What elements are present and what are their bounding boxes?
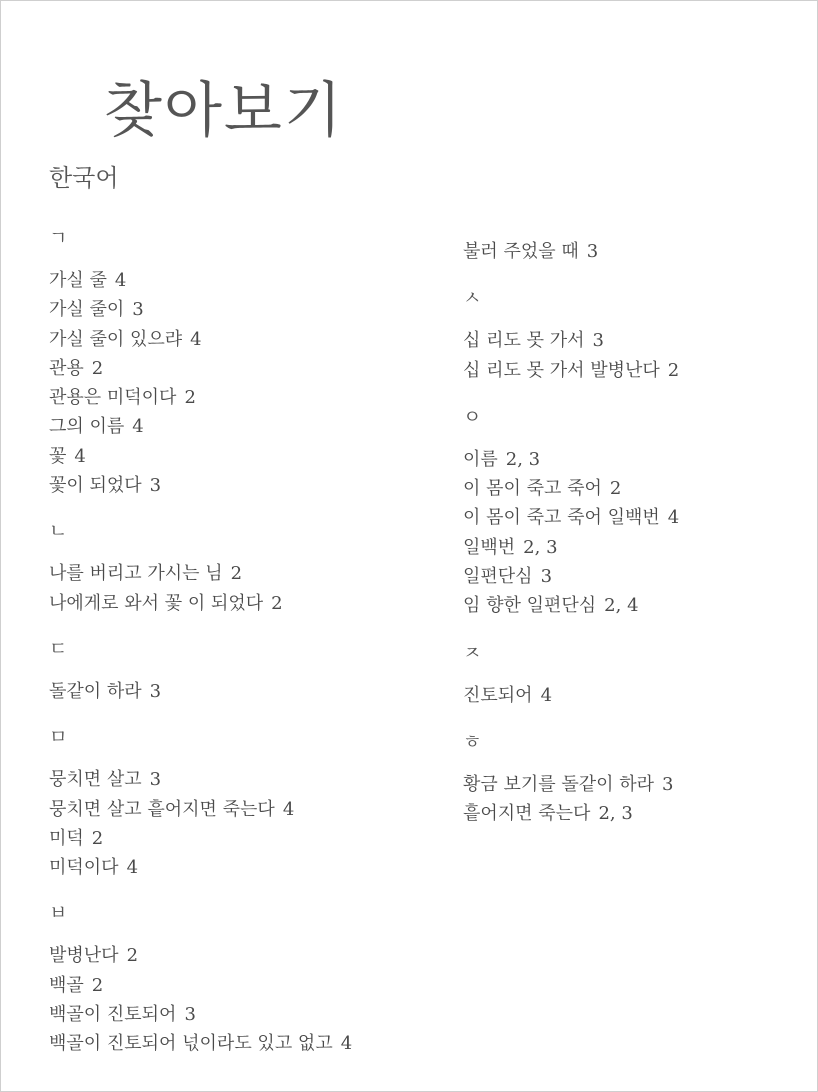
index-entry-term: 임 향한 일편단심 [463,595,597,617]
index-entry [49,677,429,706]
index-column-right [463,237,818,829]
index-entry [463,562,818,591]
index-letter-group [463,639,818,710]
index-entry-pages: 3 [540,566,553,588]
index-letter-heading: ㅂ [49,902,68,925]
index-entry-pages: 3 [586,241,599,262]
index-entry-term: 그의 이름 [49,416,125,438]
index-entry-pages: 3 [149,680,162,702]
index-entry [49,325,429,354]
index-entry-term: 미덕 [49,827,84,849]
index-entry-pages: 2 [91,974,104,996]
index-entry-pages: 4 [114,270,127,291]
index-entry-pages: 2 [184,387,196,409]
index-entry [463,237,818,266]
index-entry [49,824,429,853]
index-letter-heading: ㅅ [463,287,482,310]
index-entry-term: 가실 줄 [49,270,107,291]
index-entry-pages: 2, 3 [505,448,541,470]
index-entry [49,1000,429,1029]
page-title: 찾아보기 [104,76,344,147]
index-entry-pages: 2 [91,827,104,849]
index-letter-heading: ㅈ [463,641,482,664]
index-entry [49,412,429,441]
index-entry [49,383,429,412]
index-entry-pages: 4 [667,507,680,529]
index-letter-group [49,224,429,500]
index-column-left [49,224,429,1059]
index-entry-list [463,326,818,385]
index-entry-term: 진토되어 [463,684,533,706]
index-entry [49,1029,429,1058]
index-entry [49,589,429,618]
index-entry-term: 발병난다 [49,945,119,967]
index-entry [49,442,429,471]
index-entry-term: 관용 [49,357,84,379]
index-entry-pages: 3 [184,1004,196,1026]
index-entry-pages: 2, 4 [604,595,639,617]
index-entry-pages: 2 [609,478,622,500]
index-entry-term: 일편단심 [463,566,533,588]
index-entry [463,326,818,355]
index-entry-pages: 4 [126,857,139,879]
index-entry-term: 뭉치면 살고 흩어지면 죽는다 [49,798,275,820]
index-entry-term: 이 몸이 죽고 죽어 [463,478,602,500]
index-entry-term: 십 리도 못 가서 발병난다 [463,359,660,381]
index-entry-term: 미덕이다 [49,857,119,879]
index-entry-pages: 2 [230,563,243,585]
index-letter-heading: ㄴ [49,520,68,543]
index-entry-term: 백골이 진토되어 넋이라도 있고 없고 [49,1033,333,1055]
index-entry-list [49,559,429,618]
index-entry-pages: 3 [592,330,604,352]
index-letter-heading: ㅎ [463,730,482,753]
index-entry-term: 꽃 [49,445,67,467]
index-entry-term: 가실 줄이 [49,299,125,321]
index-entry [463,474,818,503]
index-entry-term: 백골이 진토되어 [49,1004,177,1026]
index-entry-list [49,266,429,500]
index-entry-term: 이 몸이 죽고 죽어 일백번 [463,507,660,529]
index-entry-pages: 2 [667,359,680,381]
index-entry [49,559,429,588]
index-entry-pages: 4 [74,445,86,467]
index-entry-term: 나에게로 와서 꽃 이 되었다 [49,592,264,614]
index-entry-term: 뭉치면 살고 [49,769,142,791]
index-entry [49,853,429,882]
index-entry-term: 흩어지면 죽는다 [463,803,591,825]
index-entry-term: 황금 보기를 돌같이 하라 [463,773,655,795]
index-entry-term: 돌같이 하라 [49,680,142,702]
index-entry-term: 관용은 미덕이다 [49,387,177,409]
index-entry-pages: 2 [91,357,104,379]
index-letter-heading: ㅁ [49,726,68,749]
index-entry-term: 가실 줄이 있으랴 [49,328,183,350]
index-entry [463,591,818,620]
index-entry [49,295,429,324]
index-entry-pages: 4 [340,1033,353,1055]
index-entry-list [49,765,429,882]
index-entry [49,354,429,383]
index-entry-pages: 3 [149,769,162,791]
index-entry [463,681,818,710]
index-entry [49,266,429,295]
index-entry-term: 일백번 [463,536,516,558]
index-letter-group [463,728,818,829]
index-entry-pages: 2, 3 [598,803,633,825]
index-entry-list [463,681,818,710]
index-entry-list [463,770,818,829]
index-entry-pages: 2 [126,945,139,967]
index-entry [463,770,818,799]
index-letter-heading: ㄱ [49,227,68,249]
index-letter-heading: ㄷ [49,637,68,660]
index-entry [463,445,818,474]
index-entry [49,941,429,970]
index-entry-term: 이름 [463,448,498,470]
index-entry-pages: 4 [540,684,553,706]
index-entry [49,795,429,824]
index-letter-group [49,899,429,1058]
index-letter-group [463,284,818,385]
index-entry-term: 십 리도 못 가서 [463,330,585,352]
index-letter-group [49,635,429,706]
index-letter-group [463,403,818,621]
index-entry-pages: 3 [132,299,144,321]
index-entry-pages: 3 [149,475,162,497]
index-entry [463,533,818,562]
index-entry-pages: 2, 3 [523,536,558,558]
index-entry-list [49,677,429,706]
index-letter-heading: ㅇ [463,405,482,428]
index-entry [463,799,818,828]
section-subtitle: 한국어 [49,164,119,192]
index-letter-group [49,723,429,882]
index-entry-term: 나를 버리고 가시는 님 [49,563,223,585]
index-entry [463,503,818,532]
index-entry-term: 백골 [49,974,84,996]
index-entry-pages: 4 [282,798,295,820]
index-entry-list [463,445,818,621]
index-entry-list [49,941,429,1058]
index-entry-pages: 2 [271,592,283,614]
index-entry-term: 불러 주었을 때 [463,241,579,262]
index-entry [49,971,429,1000]
index-entry-pages: 4 [132,416,144,438]
index-letter-group [49,517,429,618]
index-entry-pages: 3 [662,773,674,795]
index-entry-list [463,237,818,266]
index-entry [49,765,429,794]
index-entry-term: 꽃이 되었다 [49,475,142,497]
index-entry-pages: 4 [190,328,202,350]
index-entry [49,471,429,500]
index-entry [463,356,818,385]
